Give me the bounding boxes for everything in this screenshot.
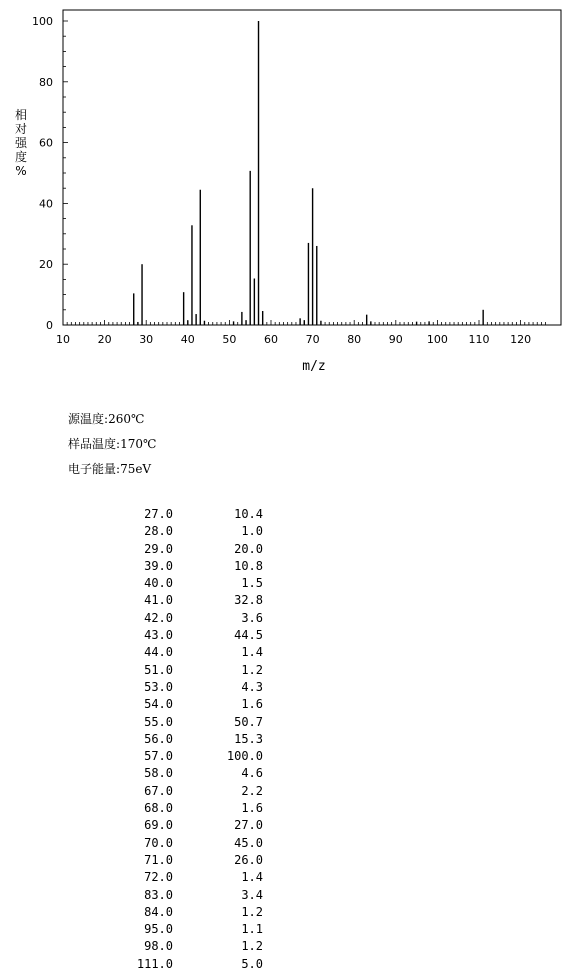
peak-row — [118, 575, 263, 592]
condition-row — [68, 460, 156, 485]
x-tick-label: 90 — [388, 333, 403, 346]
peak-row — [118, 541, 263, 558]
y-axis-label-char: % — [15, 164, 27, 178]
peak-intensity: 2.2 — [241, 783, 263, 798]
peak-intensity: 1.1 — [241, 922, 263, 937]
condition-row — [68, 410, 156, 435]
x-tick-label: 50 — [222, 333, 237, 346]
y-tick-label: 0 — [46, 319, 53, 332]
peak-row — [118, 887, 263, 904]
peak-row — [118, 662, 263, 679]
peak-row — [118, 610, 263, 627]
peak-row — [118, 679, 263, 696]
peak-mz: 53.0 — [144, 679, 173, 694]
peak-intensity: 5.0 — [241, 956, 263, 971]
peak-mz: 56.0 — [144, 731, 173, 746]
peak-row — [118, 696, 263, 713]
x-tick-label: 10 — [56, 333, 70, 346]
condition-label: 电子能量 — [68, 462, 117, 476]
condition-value: 75eV — [120, 462, 152, 476]
x-tick-label: 40 — [180, 333, 195, 346]
x-axis-label: m/z — [302, 359, 326, 374]
peak-intensity: 1.6 — [241, 697, 263, 712]
peak-mz: 44.0 — [144, 645, 173, 660]
y-axis-label-char: 度 — [14, 150, 27, 164]
y-tick-label: 100 — [32, 15, 53, 28]
peak-row — [118, 523, 263, 540]
peak-mz: 42.0 — [144, 610, 173, 625]
peak-row — [118, 644, 263, 661]
peak-mz: 55.0 — [144, 714, 173, 729]
condition-separator: : — [116, 462, 121, 476]
peak-row — [118, 869, 263, 886]
peak-mz: 28.0 — [144, 524, 173, 539]
peak-intensity: 45.0 — [234, 835, 263, 850]
peak-row — [118, 783, 263, 800]
x-tick-label: 100 — [426, 333, 448, 346]
condition-separator: : — [104, 412, 109, 426]
peak-row — [118, 956, 263, 973]
x-tick-label: 20 — [97, 333, 112, 346]
peak-mz: 69.0 — [144, 818, 173, 833]
conditions-panel — [68, 410, 156, 485]
peak-intensity: 1.5 — [241, 576, 263, 591]
peak-mz: 111.0 — [136, 956, 173, 971]
peak-intensity: 10.4 — [234, 507, 263, 521]
peak-intensity: 10.8 — [234, 558, 263, 573]
peak-row — [118, 506, 263, 523]
peak-intensity: 3.4 — [241, 887, 263, 902]
peak-table — [118, 506, 263, 973]
peak-mz: 27.0 — [144, 507, 173, 521]
y-axis-label-char: 强 — [14, 136, 27, 150]
peak-mz: 58.0 — [144, 766, 173, 781]
x-tick-label: 30 — [139, 333, 154, 346]
peak-row — [118, 731, 263, 748]
mass-spectrum-chart — [0, 0, 570, 380]
peak-mz: 67.0 — [144, 783, 173, 798]
y-tick-label: 80 — [39, 75, 53, 89]
peak-mz: 68.0 — [144, 801, 173, 816]
peak-mz: 57.0 — [144, 749, 173, 764]
peak-intensity: 32.8 — [234, 593, 263, 608]
peak-row — [118, 627, 263, 644]
y-axis-label — [13, 108, 29, 178]
peak-intensity: 1.4 — [241, 645, 263, 660]
condition-separator: : — [116, 437, 121, 451]
peak-mz: 70.0 — [144, 835, 173, 850]
x-tick-label: 110 — [468, 333, 490, 346]
peak-mz: 43.0 — [144, 628, 173, 643]
peak-intensity: 1.6 — [241, 801, 263, 816]
peak-intensity: 1.2 — [241, 904, 263, 919]
peak-row — [118, 852, 263, 869]
y-tick-label: 40 — [39, 197, 53, 211]
peak-mz: 41.0 — [144, 593, 173, 608]
y-tick-label: 20 — [39, 258, 53, 272]
peak-row — [118, 592, 263, 609]
peak-row — [118, 765, 263, 782]
peak-intensity: 50.7 — [234, 714, 263, 729]
peak-mz: 54.0 — [144, 697, 173, 712]
peak-mz: 29.0 — [144, 541, 173, 556]
peak-intensity: 44.5 — [234, 628, 263, 643]
peak-row — [118, 938, 263, 955]
peak-mz: 83.0 — [144, 887, 173, 902]
peak-intensity: 1.2 — [241, 662, 263, 677]
peak-mz: 39.0 — [144, 558, 173, 573]
peak-row — [118, 817, 263, 834]
peak-intensity: 20.0 — [234, 541, 263, 556]
x-tick-label: 60 — [264, 333, 278, 346]
peak-row — [118, 835, 263, 852]
condition-value: 170℃ — [120, 437, 157, 451]
peak-row — [118, 748, 263, 765]
y-axis-label-char: 对 — [14, 122, 27, 136]
peak-intensity: 26.0 — [234, 852, 263, 867]
condition-row — [68, 435, 156, 460]
peak-row — [118, 800, 263, 817]
peak-intensity: 100.0 — [226, 749, 263, 764]
peak-mz: 71.0 — [144, 852, 173, 867]
peak-row — [118, 714, 263, 731]
peak-mz: 51.0 — [144, 662, 173, 677]
peak-mz: 40.0 — [144, 576, 173, 591]
peak-mz: 72.0 — [144, 870, 173, 885]
x-tick-label: 80 — [347, 333, 362, 346]
y-tick-label: 60 — [39, 136, 53, 150]
x-tick-label: 120 — [510, 333, 532, 346]
peak-intensity: 4.3 — [241, 679, 263, 694]
peak-row — [118, 558, 263, 575]
peak-intensity: 27.0 — [234, 818, 263, 833]
peak-intensity: 1.2 — [241, 939, 263, 954]
condition-label: 样品温度 — [68, 437, 117, 451]
peak-intensity: 15.3 — [234, 731, 263, 746]
peak-mz: 84.0 — [144, 904, 173, 919]
peak-row — [118, 921, 263, 938]
peak-intensity: 1.4 — [241, 870, 263, 885]
peak-mz: 98.0 — [144, 939, 173, 954]
condition-value: 260℃ — [108, 412, 145, 426]
condition-label: 源温度 — [68, 412, 105, 426]
x-tick-label: 70 — [305, 333, 320, 346]
peak-row — [118, 904, 263, 921]
peak-intensity: 1.0 — [241, 524, 263, 539]
y-axis-label-char: 相 — [14, 108, 27, 122]
peak-mz: 95.0 — [144, 922, 173, 937]
peak-intensity: 3.6 — [241, 610, 263, 625]
peak-intensity: 4.6 — [241, 766, 263, 781]
